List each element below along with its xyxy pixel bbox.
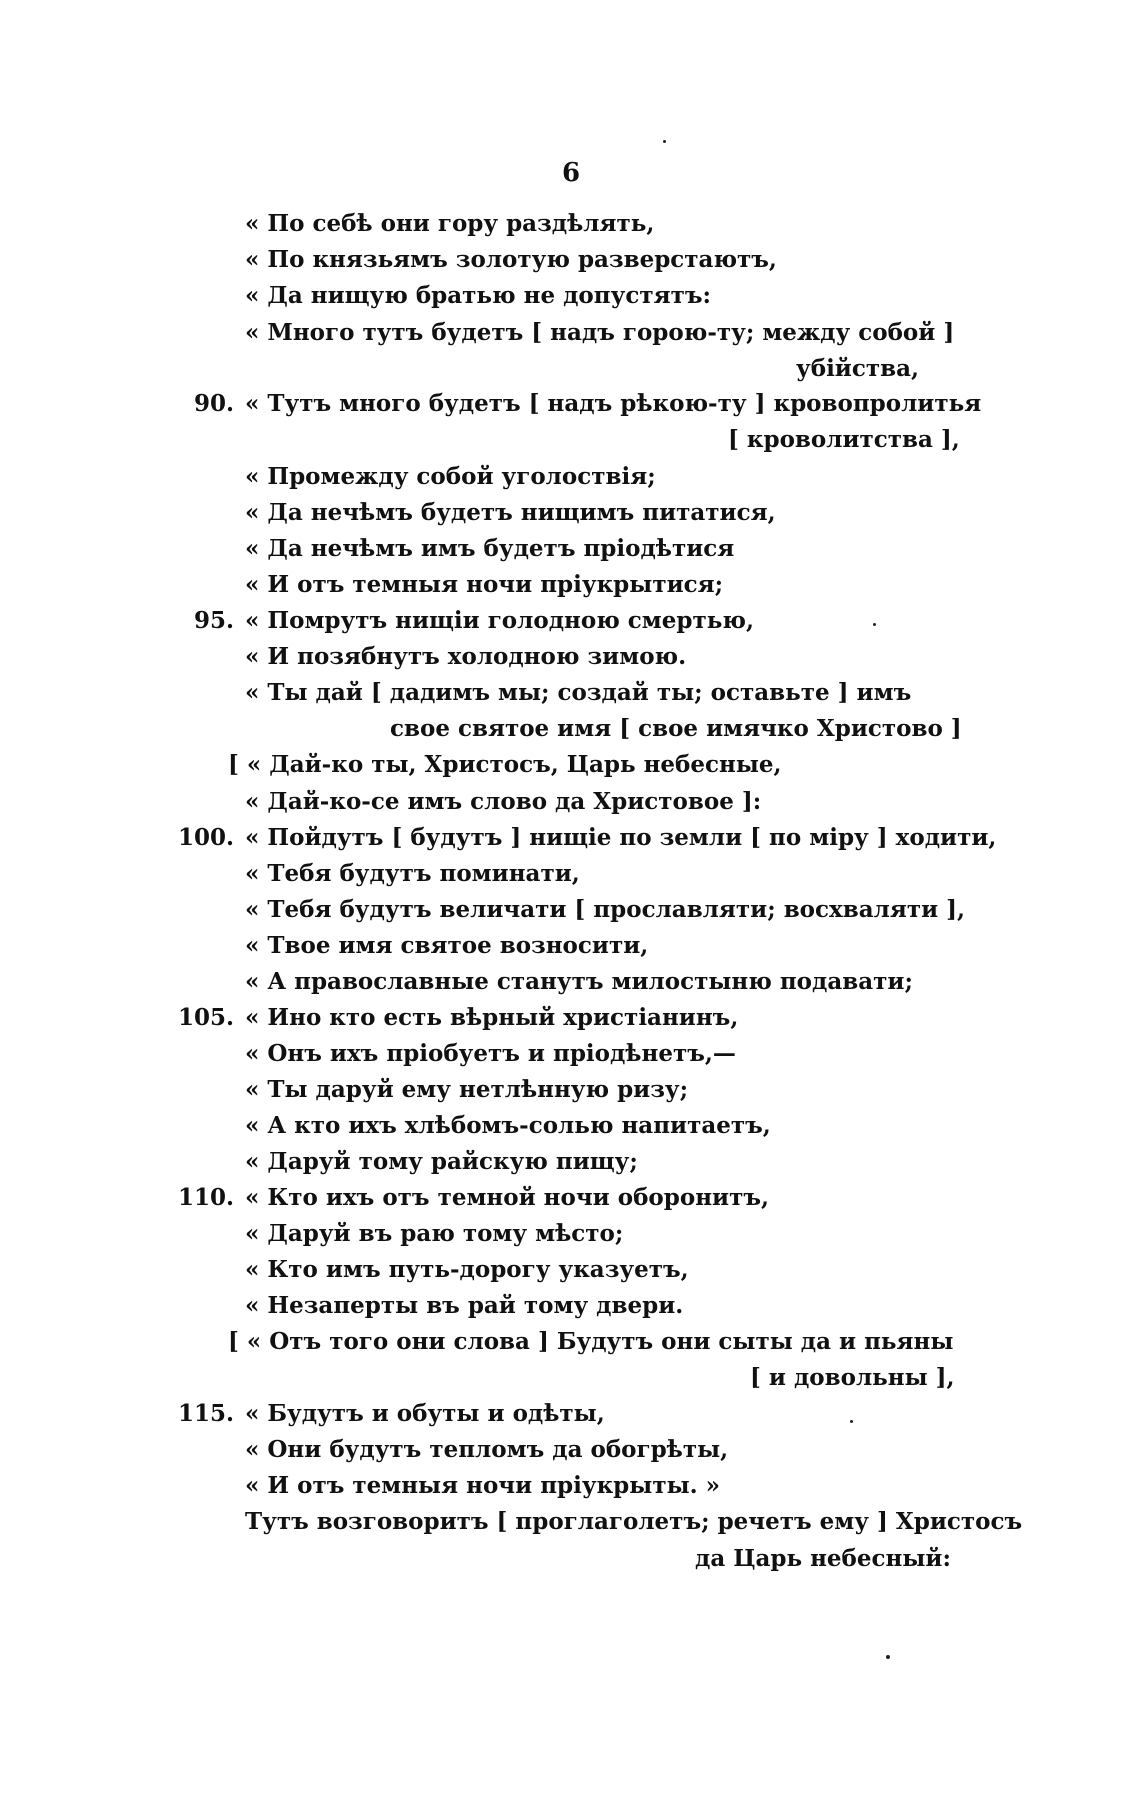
poem-line: « И отъ темныя ночи пріукрыты. »	[245, 1472, 721, 1499]
verse-number-115: 115.	[177, 1400, 234, 1427]
verse-number-110: 110.	[177, 1184, 234, 1211]
verse-number-95: 95.	[193, 607, 234, 634]
poem-line-continuation: свое святое имя [ свое имячко Христово ]	[390, 715, 962, 742]
verse-number-90: 90.	[193, 390, 234, 417]
poem-line: « А православные станутъ милостыню подавати;	[245, 968, 913, 995]
poem-line: « Незаперты въ рай тому двери.	[245, 1292, 684, 1319]
poem-line: « Пойдутъ [ будутъ ] нищіе по земли [ по міру ] ходити,	[245, 824, 997, 851]
verse-number-100: 100.	[177, 824, 234, 851]
poem-line: « Дай-ко-се имъ слово да Христовое ]:	[245, 788, 762, 815]
poem-line: « По князьямъ золотую разверстаютъ,	[245, 246, 777, 273]
scan-speck	[663, 140, 666, 143]
scan-speck	[873, 623, 876, 626]
poem-line: « Будутъ и обуты и одѣты,	[245, 1400, 605, 1427]
poem-line: « Да нечѣмъ будетъ нищимъ питатися,	[245, 499, 776, 526]
poem-line-continuation: да Царь небесный:	[695, 1545, 951, 1572]
poem-line: « Даруй въ раю тому мѣсто;	[245, 1220, 624, 1247]
poem-line: Тутъ возговоритъ [ проглаголетъ; речетъ ему ] Христосъ	[245, 1508, 1023, 1535]
poem-line: « Тутъ много будетъ [ надъ рѣкою-ту ] кровопролитья	[245, 390, 982, 417]
poem-line: « Ино кто есть вѣрный христіанинъ,	[245, 1004, 739, 1031]
poem-line-continuation: убійства,	[796, 355, 920, 382]
poem-line: « Много тутъ будетъ [ надъ горою-ту; между собой ]	[245, 319, 955, 346]
poem-line: « Тебя будутъ величати [ прославляти; восхваляти ],	[245, 896, 966, 923]
poem-line: « Ты даруй ему нетлѣнную ризу;	[245, 1076, 689, 1103]
poem-line: « Даруй тому райскую пищу;	[245, 1148, 638, 1175]
poem-line: « Онъ ихъ пріобуетъ и пріодѣнетъ,—	[245, 1040, 736, 1067]
poem-line: « По себѣ они гору раздѣлять,	[245, 210, 655, 237]
poem-line: « Тебя будутъ поминати,	[245, 860, 580, 887]
poem-line: « Кто имъ путь-дорогу указуетъ,	[245, 1256, 689, 1283]
poem-line: « Да нечѣмъ имъ будетъ пріодѣтися	[245, 535, 735, 562]
poem-line: [ « Дай-ко ты, Христосъ, Царь небесные,	[228, 751, 782, 778]
poem-line: « Да нищую братью не допустятъ:	[245, 282, 711, 309]
poem-line: « А кто ихъ хлѣбомъ-солью напитаетъ,	[245, 1112, 771, 1139]
poem-line: « Кто ихъ отъ темной ночи оборонитъ,	[245, 1184, 769, 1211]
scan-speck	[850, 1420, 853, 1423]
poem-line: « Ты дай [ дадимъ мы; создай ты; оставьте ] имъ	[245, 679, 912, 706]
poem-line: « Твое имя святое возносити,	[245, 932, 649, 959]
poem-line: « И позябнутъ холодною зимою.	[245, 643, 687, 670]
poem-line: « Промежду собой уголоствія;	[245, 463, 656, 490]
poem-line: [ « Отъ того они слова ] Будутъ они сыты да и пьяны	[228, 1328, 954, 1355]
poem-line: « И отъ темныя ночи пріукрытися;	[245, 571, 724, 598]
scan-speck	[886, 1655, 890, 1659]
poem-line: « Они будутъ тепломъ да обогрѣты,	[245, 1436, 729, 1463]
page-number: 6	[562, 158, 581, 188]
poem-line-continuation: [ и довольны ],	[750, 1364, 955, 1391]
poem-line-continuation: [ кроволитства ],	[728, 426, 960, 453]
poem-line: « Помрутъ нищіи голодною смертью,	[245, 607, 754, 634]
verse-number-105: 105.	[177, 1004, 234, 1031]
